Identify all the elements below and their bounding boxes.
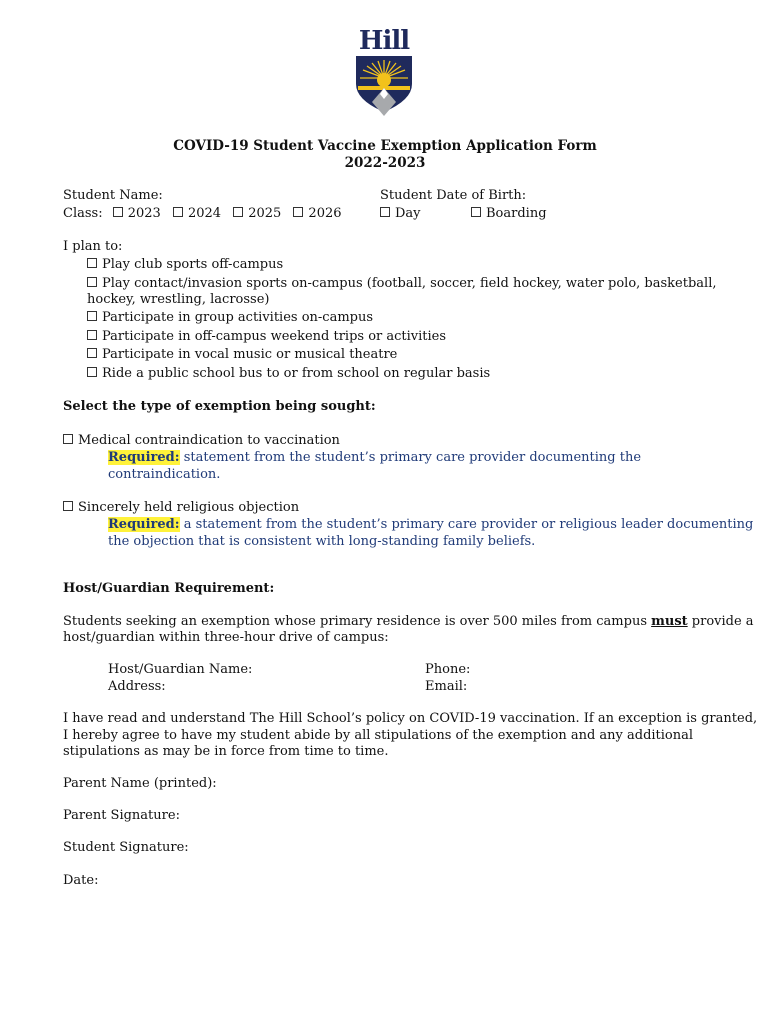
parent-signature-label: Parent Signature:	[63, 808, 180, 823]
medical-exemption-checkbox[interactable]: Medical contraindication to vaccination	[63, 432, 340, 449]
checkbox-icon	[87, 258, 97, 268]
plans-intro: I plan to:	[63, 239, 123, 254]
checkbox-icon	[293, 207, 303, 217]
school-logo	[352, 26, 416, 120]
class-2026-checkbox[interactable]: 2026	[293, 206, 341, 221]
medical-requirement-cont: contraindication.	[108, 467, 221, 482]
student-name-label: Student Name:	[63, 188, 163, 203]
checkbox-icon	[87, 330, 97, 340]
plan-contact-sports-cont: hockey, wrestling, lacrosse)	[87, 292, 270, 307]
day-checkbox[interactable]: Day	[380, 205, 421, 222]
agreement-line-3: stipulations as may be in force from time to time.	[63, 744, 389, 759]
checkbox-icon	[113, 207, 123, 217]
form-year: 2022-2023	[344, 155, 426, 171]
host-address-label: Address:	[108, 679, 166, 694]
parent-name-label: Parent Name (printed):	[63, 776, 217, 791]
logo-wordmark: Hill	[358, 26, 410, 56]
host-paragraph-cont: host/guardian within three-hour drive of campus:	[63, 630, 389, 645]
plan-weekend-trips[interactable]: Participate in off-campus weekend trips or activities	[87, 328, 446, 345]
host-phone-label: Phone:	[425, 662, 471, 677]
checkbox-icon	[87, 311, 97, 321]
checkbox-icon	[87, 348, 97, 358]
must-emphasis: must	[651, 614, 688, 629]
checkbox-icon	[380, 207, 390, 217]
agreement-line-2: I hereby agree to have my student abide by all stipulations of the exemption and any additional	[63, 728, 694, 743]
host-name-label: Host/Guardian Name:	[108, 662, 253, 677]
agreement-line-1: I have read and understand The Hill School’s policy on COVID-19 vaccination. If an exception is granted,	[63, 711, 758, 726]
checkbox-icon	[63, 501, 73, 511]
crest-icon	[352, 26, 416, 120]
plan-group-activities[interactable]: Participate in group activities on-campus	[87, 309, 373, 326]
religious-exemption-checkbox[interactable]: Sincerely held religious objection	[63, 499, 299, 516]
plan-vocal-music[interactable]: Participate in vocal music or musical theatre	[87, 346, 397, 363]
host-heading: Host/Guardian Requirement:	[63, 581, 275, 596]
class-label: Class:	[63, 206, 103, 221]
class-row	[63, 205, 342, 222]
host-email-label: Email:	[425, 679, 468, 694]
plan-school-bus[interactable]: Ride a public school bus to or from school on regular basis	[87, 365, 490, 382]
host-paragraph: Students seeking an exemption whose primary residence is over 500 miles from campus must provide a	[63, 614, 754, 629]
student-dob-label: Student Date of Birth:	[380, 188, 527, 203]
checkbox-icon	[233, 207, 243, 217]
boarding-checkbox[interactable]: Boarding	[471, 205, 547, 222]
checkbox-icon	[87, 277, 97, 287]
religious-requirement: Required: a statement from the student’s primary care provider or religious leader documenting	[108, 517, 754, 532]
checkbox-icon	[87, 367, 97, 377]
required-badge: Required:	[108, 517, 180, 532]
religious-requirement-cont: the objection that is consistent with long-standing family beliefs.	[108, 534, 536, 549]
plan-club-sports[interactable]: Play club sports off-campus	[87, 256, 283, 273]
checkbox-icon	[63, 434, 73, 444]
required-badge: Required:	[108, 450, 180, 465]
student-signature-label: Student Signature:	[63, 840, 189, 855]
class-2025-checkbox[interactable]: 2025	[233, 206, 281, 221]
checkbox-icon	[173, 207, 183, 217]
checkbox-icon	[471, 207, 481, 217]
form-title: COVID-19 Student Vaccine Exemption Application Form	[173, 138, 597, 154]
medical-requirement: Required: statement from the student’s primary care provider documenting the	[108, 450, 642, 465]
exemption-heading: Select the type of exemption being sought:	[63, 399, 376, 414]
plan-contact-sports[interactable]: Play contact/invasion sports on-campus (football, soccer, field hockey, water polo, basketball,	[87, 275, 717, 292]
class-2023-checkbox[interactable]: 2023	[113, 206, 161, 221]
date-label: Date:	[63, 873, 99, 888]
class-2024-checkbox[interactable]: 2024	[173, 206, 221, 221]
